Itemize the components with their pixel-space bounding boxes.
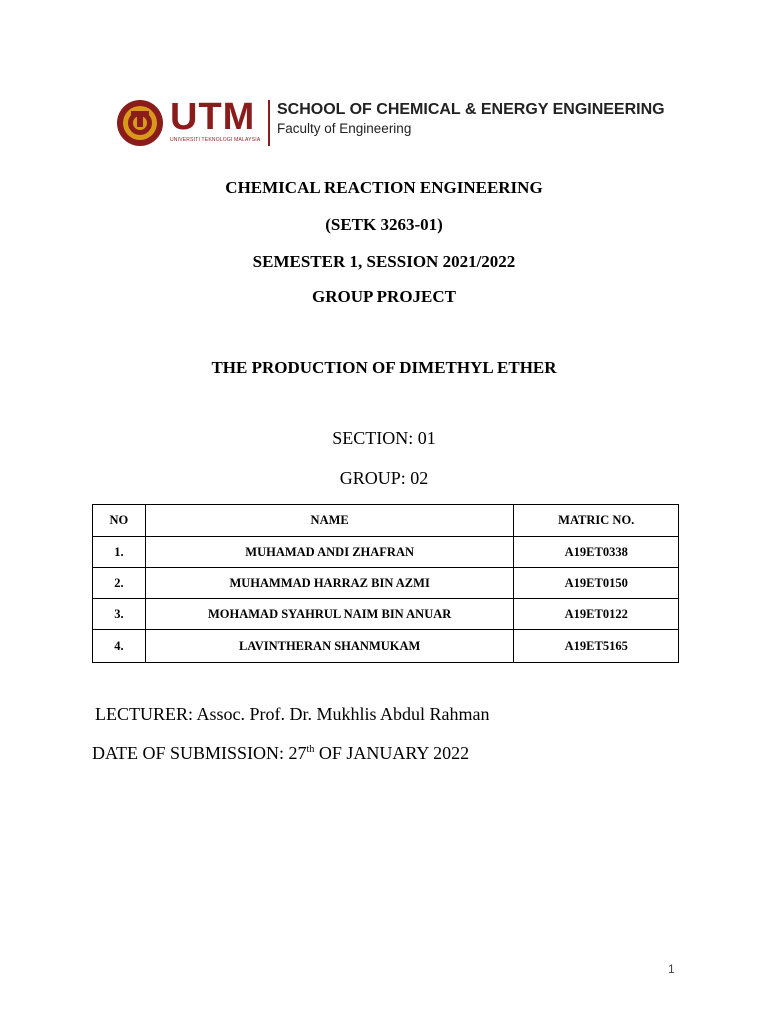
- utm-subtext: UNIVERSITI TEKNOLOGI MALAYSIA: [170, 137, 261, 143]
- submission-sup: th: [306, 744, 315, 755]
- row-no: 4.: [93, 630, 146, 663]
- members-table: [92, 504, 679, 663]
- header-no: NO: [93, 505, 146, 537]
- submission-prefix: DATE OF SUBMISSION: 27: [92, 743, 307, 763]
- row-name: LAVINTHERAN SHANMUKAM: [145, 630, 514, 663]
- utm-wordmark: UTM: [170, 96, 256, 138]
- project-title: THE PRODUCTION OF DIMETHYL ETHER: [211, 358, 557, 377]
- row-no: 2.: [93, 568, 146, 599]
- row-no: 3.: [93, 599, 146, 630]
- table-row: [93, 630, 679, 663]
- header-name: NAME: [145, 505, 514, 537]
- page-number: 1: [668, 962, 675, 976]
- row-matric: A19ET0122: [514, 599, 679, 630]
- table-row: [93, 599, 679, 630]
- submission-suffix: OF JANUARY 2022: [314, 743, 470, 763]
- row-name: MUHAMMAD HARRAZ BIN AZMI: [145, 568, 514, 599]
- semester-session: SEMESTER 1, SESSION 2021/2022: [252, 252, 516, 271]
- row-matric: A19ET0338: [514, 537, 679, 568]
- group-label: GROUP: 02: [339, 468, 429, 488]
- row-name: MUHAMAD ANDI ZHAFRAN: [145, 537, 514, 568]
- row-matric: A19ET5165: [514, 630, 679, 663]
- lecturer-line: LECTURER: Assoc. Prof. Dr. Mukhlis Abdul Rahman: [95, 704, 490, 724]
- header-matric: MATRIC NO.: [514, 505, 679, 537]
- table-row: [93, 537, 679, 568]
- course-code: (SETK 3263-01): [325, 215, 443, 234]
- submission-date: [92, 743, 469, 764]
- school-name: SCHOOL OF CHEMICAL & ENERGY ENGINEERING: [277, 101, 665, 118]
- utm-seal-logo: [116, 99, 164, 147]
- table-row: [93, 568, 679, 599]
- section-label: SECTION: 01: [332, 428, 436, 448]
- project-type: GROUP PROJECT: [311, 287, 457, 306]
- course-title: CHEMICAL REACTION ENGINEERING: [225, 178, 543, 197]
- faculty-name: Faculty of Engineering: [277, 121, 412, 136]
- row-matric: A19ET0150: [514, 568, 679, 599]
- row-name: MOHAMAD SYAHRUL NAIM BIN ANUAR: [145, 599, 514, 630]
- logo-divider: [268, 100, 270, 146]
- table-header-row: [93, 505, 679, 537]
- row-no: 1.: [93, 537, 146, 568]
